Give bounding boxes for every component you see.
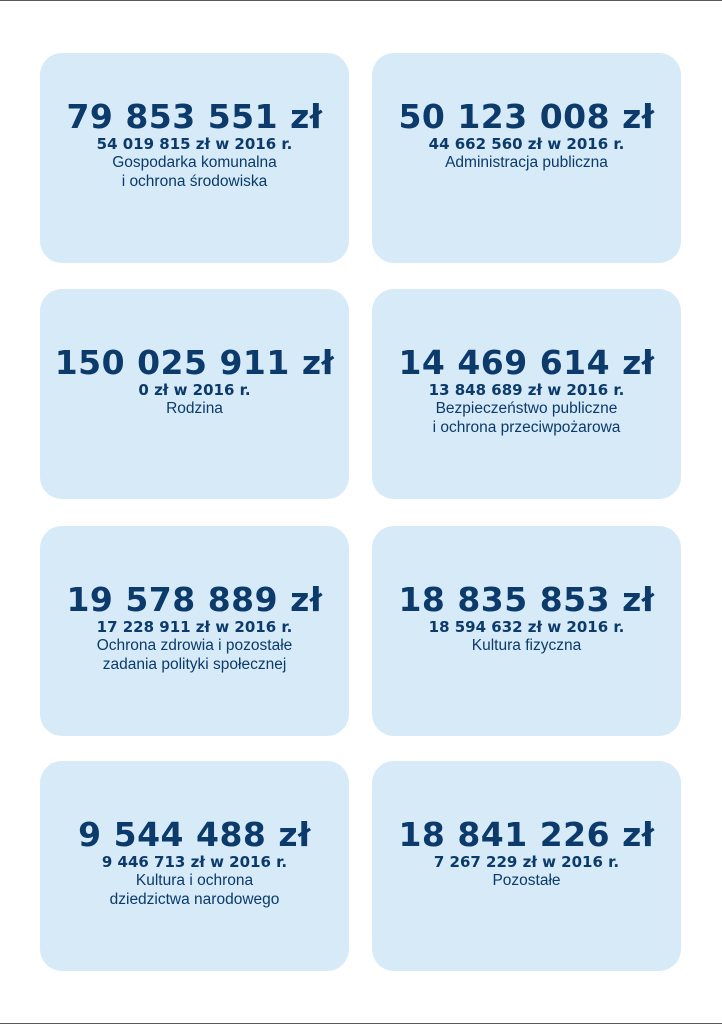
card-content	[372, 345, 681, 437]
card-content	[372, 582, 681, 655]
card-kultura-fizyczna	[372, 526, 681, 736]
card-amount: 79 853 551 zł	[66, 97, 323, 136]
card-amount: 50 123 008 zł	[398, 97, 655, 136]
card-content	[40, 99, 349, 191]
card-previous-year: 9 446 713 zł w 2016 r.	[101, 853, 288, 871]
card-label: Bezpieczeństwo publiczne i ochrona przeciwpożarowa	[432, 400, 621, 436]
card-content	[40, 817, 349, 909]
card-label: Pozostałe	[492, 872, 561, 889]
card-kultura-dziedzictwo	[40, 761, 349, 971]
card-amount: 18 841 226 zł	[398, 815, 655, 854]
card-amount: 9 544 488 zł	[78, 815, 311, 854]
card-content	[372, 99, 681, 172]
card-previous-year: 44 662 560 zł w 2016 r.	[428, 135, 625, 153]
card-label: Gospodarka komunalna i ochrona środowiska	[112, 154, 277, 190]
card-content	[40, 582, 349, 674]
card-label: Ochrona zdrowia i pozostałe zadania polityki społecznej	[96, 637, 293, 673]
card-previous-year: 0 zł w 2016 r.	[138, 381, 251, 399]
card-pozostale	[372, 761, 681, 971]
card-content	[40, 345, 349, 418]
card-previous-year: 18 594 632 zł w 2016 r.	[428, 618, 625, 636]
card-administracja-publiczna	[372, 53, 681, 263]
card-gospodarka-komunalna	[40, 53, 349, 263]
card-amount: 14 469 614 zł	[398, 343, 655, 382]
card-label: Administracja publiczna	[445, 154, 608, 171]
card-previous-year: 7 267 229 zł w 2016 r.	[433, 853, 620, 871]
card-amount: 19 578 889 zł	[66, 580, 323, 619]
card-rodzina	[40, 289, 349, 499]
card-previous-year: 54 019 815 zł w 2016 r.	[96, 135, 293, 153]
card-ochrona-zdrowia	[40, 526, 349, 736]
card-label: Rodzina	[166, 400, 223, 417]
card-bezpieczenstwo-publiczne	[372, 289, 681, 499]
card-amount: 150 025 911 zł	[54, 343, 335, 382]
card-label: Kultura i ochrona dziedzictwa narodowego	[109, 872, 280, 908]
card-label: Kultura fizyczna	[471, 637, 582, 654]
card-previous-year: 13 848 689 zł w 2016 r.	[428, 381, 625, 399]
card-content	[372, 817, 681, 890]
card-previous-year: 17 228 911 zł w 2016 r.	[96, 618, 293, 636]
card-amount: 18 835 853 zł	[398, 580, 655, 619]
